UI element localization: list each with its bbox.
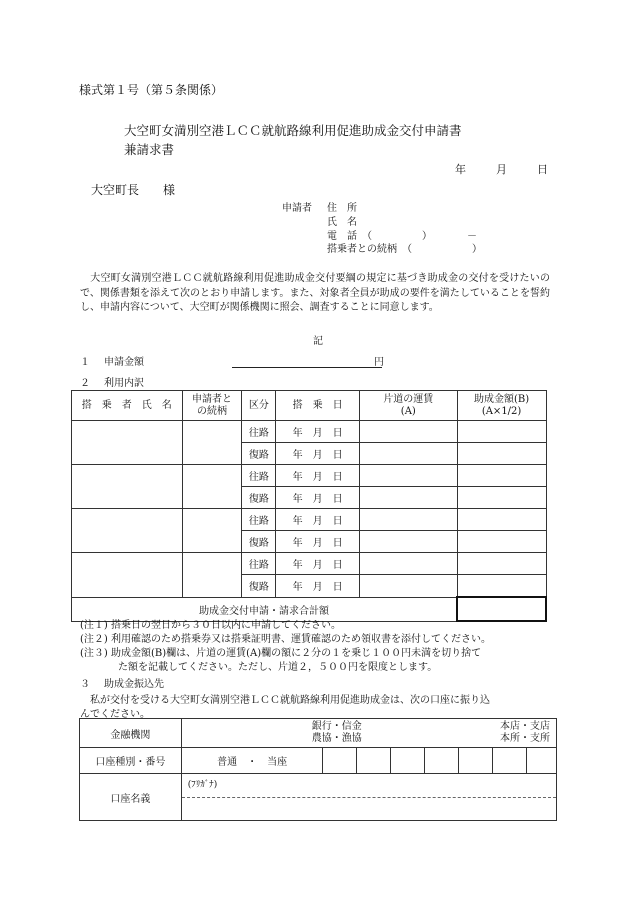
- addressee: 大空町長 様: [91, 183, 176, 197]
- account-digit[interactable]: [459, 748, 493, 774]
- relation-cell[interactable]: [182, 421, 242, 465]
- return-label: 復路: [242, 575, 276, 598]
- usage-table: [71, 390, 547, 622]
- boarding-date-cell[interactable]: 年 月 日: [276, 553, 360, 575]
- outbound-label: 往路: [242, 553, 276, 575]
- holder-field[interactable]: [181, 774, 556, 821]
- amount-unit: 円: [374, 357, 384, 368]
- amount-field[interactable]: [232, 367, 382, 368]
- form-title: 大空町女満別空港ＬＣＣ就航路線利用促進助成金交付申請書: [124, 123, 462, 138]
- account-digit[interactable]: [357, 748, 391, 774]
- applicant-address-label: 住 所: [327, 203, 357, 214]
- applicant-phone-label: 電 話 （ ） －: [327, 231, 477, 242]
- note-3: (注３) 助成金額(B)欄は、片道の運賃(A)欄の額に２分の１を乗じ１００円未満を切り捨て: [80, 648, 482, 659]
- institution-label: 金融機関: [80, 719, 182, 748]
- boarding-date-cell[interactable]: 年 月 日: [276, 487, 360, 509]
- header-type: 区分: [242, 391, 276, 421]
- subsidy-cell[interactable]: [457, 421, 546, 443]
- fare-cell[interactable]: [360, 575, 458, 598]
- section1-number: １: [80, 357, 90, 368]
- relation-cell[interactable]: [182, 553, 242, 598]
- branch-type-options-2: 本所・支所: [500, 733, 550, 744]
- passenger-name-cell[interactable]: [72, 465, 183, 509]
- date-year-label: 年: [455, 163, 466, 176]
- boarding-date-cell[interactable]: 年 月 日: [276, 421, 360, 443]
- header-boarding-date: 搭 乗 日: [276, 391, 360, 421]
- header-subsidy: 助成金額(B) (A×1/2): [457, 391, 546, 421]
- outbound-label: 往路: [242, 421, 276, 443]
- relation-cell[interactable]: [182, 509, 242, 553]
- institution-field[interactable]: [181, 719, 556, 748]
- subsidy-cell[interactable]: [457, 553, 546, 575]
- subsidy-cell[interactable]: [457, 509, 546, 531]
- fare-cell[interactable]: [360, 443, 458, 465]
- header-passenger-name: 搭 乗 者 氏 名: [72, 391, 183, 421]
- form-subtitle: 兼請求書: [124, 142, 175, 157]
- section1-label: 申請金額: [104, 357, 144, 368]
- return-label: 復路: [242, 443, 276, 465]
- boarding-date-cell[interactable]: 年 月 日: [276, 531, 360, 553]
- section3-number: ３: [80, 679, 90, 690]
- note-3-continued: た額を記載してください。ただし、片道２，５００円を限度とします。: [118, 662, 438, 673]
- subsidy-cell[interactable]: [457, 487, 546, 509]
- section2-number: ２: [80, 378, 90, 389]
- date-day-label: 日: [537, 163, 548, 176]
- section2-label: 利用内訳: [104, 378, 144, 389]
- account-digit[interactable]: [527, 748, 557, 774]
- return-label: 復路: [242, 487, 276, 509]
- fare-cell[interactable]: [360, 553, 458, 575]
- account-label: 口座種別・番号: [80, 748, 182, 774]
- boarding-date-cell[interactable]: 年 月 日: [276, 575, 360, 598]
- passenger-name-cell[interactable]: [72, 509, 183, 553]
- holder-name-line[interactable]: [182, 797, 556, 820]
- subsidy-cell[interactable]: [457, 443, 546, 465]
- boarding-date-cell[interactable]: 年 月 日: [276, 465, 360, 487]
- return-label: 復路: [242, 531, 276, 553]
- account-type-options[interactable]: 普通 ・ 当座: [181, 748, 323, 774]
- total-amount-cell[interactable]: [457, 597, 546, 621]
- passenger-name-cell[interactable]: [72, 553, 183, 598]
- note-1: (注１) 搭乗日の翌日から３０日以内に申請してください。: [80, 620, 341, 631]
- ki-heading: 記: [313, 336, 323, 347]
- header-fare: 片道の運賃 (A): [360, 391, 458, 421]
- subsidy-cell[interactable]: [457, 465, 546, 487]
- subsidy-cell[interactable]: [457, 575, 546, 598]
- bank-type-options-1: 銀行・信金: [311, 721, 362, 732]
- subsidy-cell[interactable]: [457, 531, 546, 553]
- boarding-date-cell[interactable]: 年 月 日: [276, 443, 360, 465]
- applicant-relation-label: 搭乗者との続柄 （ ）: [327, 244, 482, 255]
- account-digit[interactable]: [391, 748, 425, 774]
- branch-type-options-1: 本店・支店: [500, 721, 550, 732]
- boarding-date-cell[interactable]: 年 月 日: [276, 509, 360, 531]
- outbound-label: 往路: [242, 465, 276, 487]
- furigana-label: (ﾌﾘｶﾞﾅ): [187, 780, 218, 790]
- account-digit[interactable]: [323, 748, 357, 774]
- form-number: 様式第１号（第５条関係）: [79, 83, 224, 97]
- fare-cell[interactable]: [360, 487, 458, 509]
- header-relation: 申請者と の続柄: [182, 391, 242, 421]
- fare-cell[interactable]: [360, 531, 458, 553]
- application-statement: 大空町女満別空港ＬＣＣ就航路線利用促進助成金交付要綱の規定に基づき助成金の交付を受けたいので、関係書類を添えて次のとおり申請します。また、対象者全員が助成の要件を満たしていることを誓約し、申請内容について、大空町が関係機関に照会、調査することに同意します。: [80, 273, 550, 313]
- applicant-label: 申請者: [282, 203, 312, 214]
- fare-cell[interactable]: [360, 421, 458, 443]
- relation-cell[interactable]: [182, 465, 242, 509]
- bank-table: [79, 718, 557, 821]
- fare-cell[interactable]: [360, 509, 458, 531]
- section3-label: 助成金振込先: [104, 679, 164, 690]
- passenger-name-cell[interactable]: [72, 421, 183, 465]
- section3-text-2: んでください。: [80, 709, 150, 720]
- fare-cell[interactable]: [360, 465, 458, 487]
- bank-type-options-2: 農協・漁協: [311, 733, 362, 744]
- holder-label: 口座名義: [80, 774, 182, 821]
- section3-text-1: 私が交付を受ける大空町女満別空港ＬＣＣ就航路線利用促進助成金は、次の口座に振り込: [90, 695, 490, 706]
- total-label: 助成金交付申請・請求合計額: [72, 597, 458, 621]
- date-month-label: 月: [496, 163, 507, 176]
- account-digit[interactable]: [425, 748, 459, 774]
- account-digit[interactable]: [493, 748, 527, 774]
- applicant-name-label: 氏 名: [327, 217, 357, 228]
- note-2: (注２) 利用確認のため搭乗券又は搭乗証明書、運賃確認のため領収書を添付してください。: [80, 634, 491, 645]
- outbound-label: 往路: [242, 509, 276, 531]
